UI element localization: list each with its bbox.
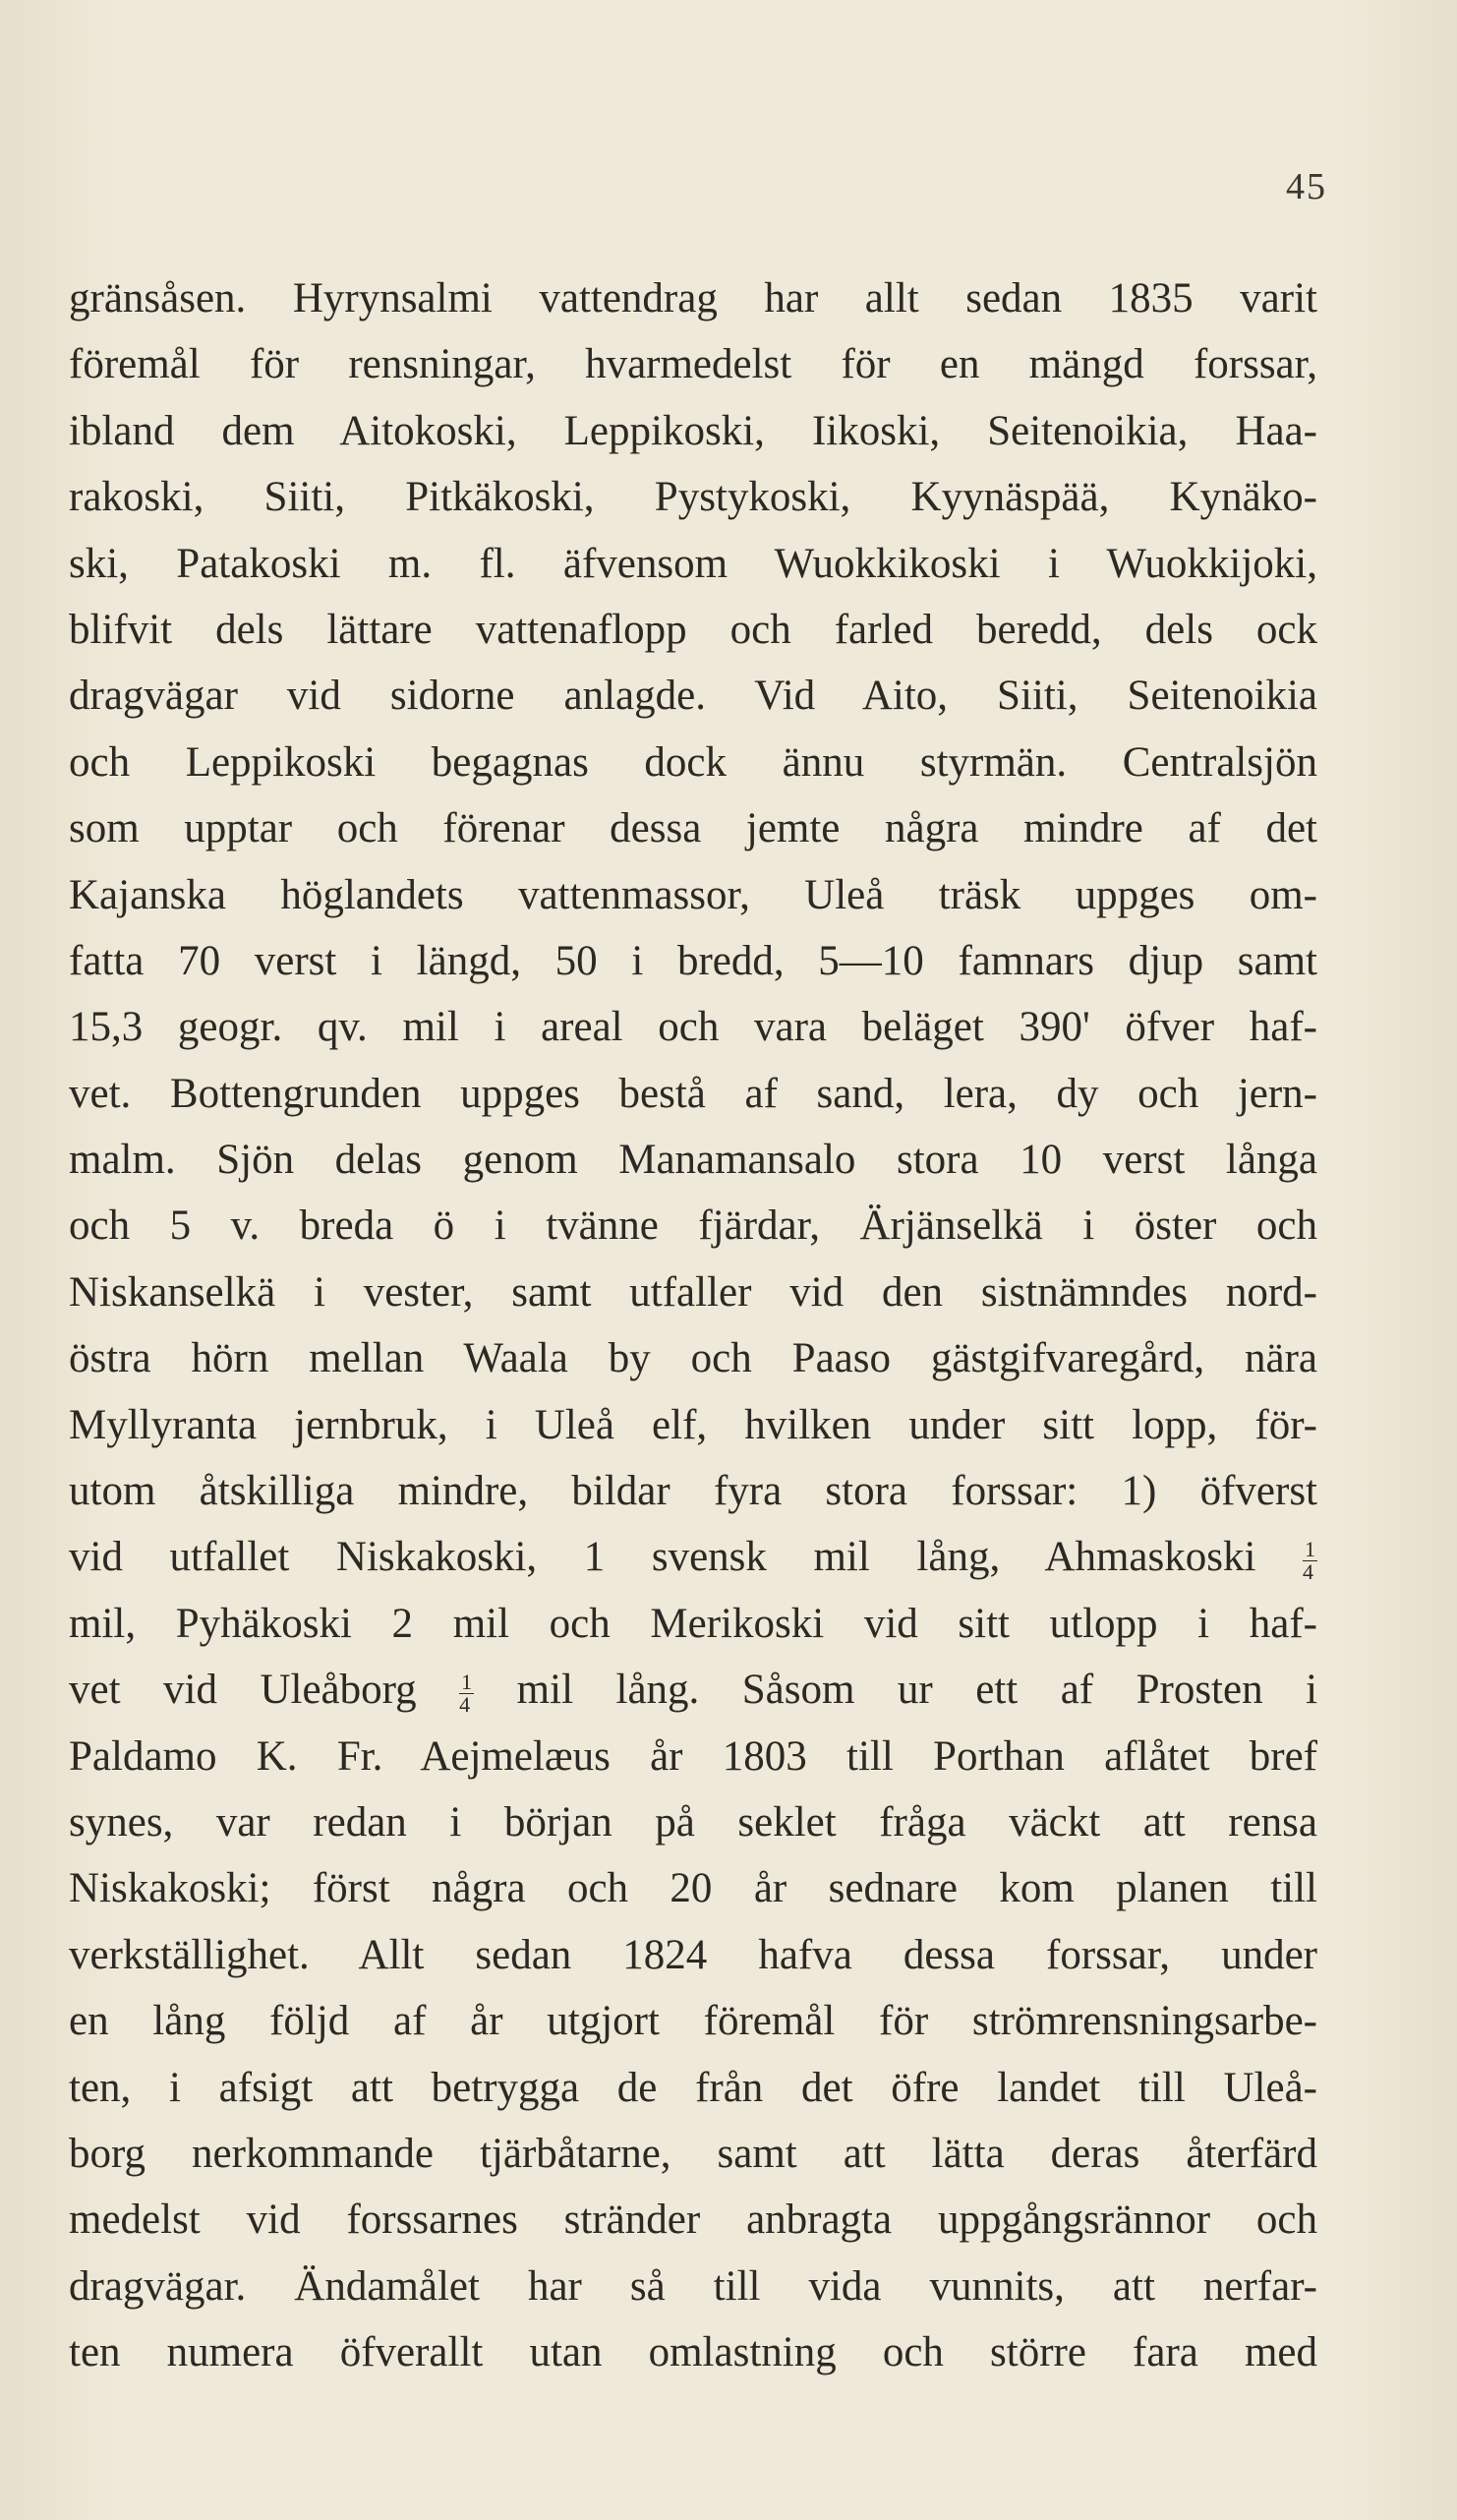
text-line: 15,3 geogr. qv. mil i areal och vara beläget 390' öfver haf-: [69, 1004, 1317, 1051]
text-line: malm. Sjön delas genom Manamansalo stora 10 verst långa: [69, 1137, 1317, 1184]
fraction-numerator: 1: [461, 1669, 473, 1694]
fraction-denominator: 4: [1303, 1559, 1313, 1585]
text-line: rakoski, Siiti, Pitkäkoski, Pystykoski, Kyynäspää, Kynäko-: [69, 474, 1317, 521]
text-line: ten, i afsigt att betrygga de från det öfre landet till Uleå-: [69, 2064, 1317, 2111]
text-line: östra hörn mellan Waala by och Paaso gästgifvaregård, nära: [69, 1335, 1317, 1382]
text-line: verkställighet. Allt sedan 1824 hafva dessa forssar, under: [69, 1931, 1317, 1978]
text-line: dragvägar vid sidorne anlagde. Vid Aito, Siiti, Seitenoikia: [69, 673, 1317, 720]
fraction-quarter: [1303, 1539, 1317, 1583]
text-line: och Leppikoski begagnas dock ännu styrmän. Centralsjön: [69, 738, 1317, 786]
text-line: som upptar och förenar dessa jemte några mindre af det: [69, 805, 1317, 852]
text-line: mil, Pyhäkoski 2 mil och Merikoski vid sitt utlopp i haf-: [69, 1600, 1317, 1647]
text-segment: vid utfallet Niskakoski, 1 svensk mil lång, Ahmaskoski: [69, 1534, 1256, 1581]
text-line: fatta 70 verst i längd, 50 i bredd, 5—10 famnars djup samt: [69, 937, 1317, 984]
text-line: medelst vid forssarnes stränder anbragta uppgångsrännor och: [69, 2197, 1317, 2244]
text-line: blifvit dels lättare vattenaflopp och farled beredd, dels ock: [69, 606, 1317, 653]
text-line: Niskakoski; först några och 20 år sednare kom planen till: [69, 1865, 1317, 1912]
text-line: en lång följd af år utgjort föremål för strömrensningsarbe-: [69, 1998, 1317, 2045]
text-line: ski, Patakoski m. fl. äfvensom Wuokkikoski i Wuokkijoki,: [69, 540, 1317, 587]
text-line: Niskanselkä i vester, samt utfaller vid den sistnämndes nord-: [69, 1268, 1317, 1316]
text-line: vet. Bottengrunden uppges bestå af sand, lera, dy och jern-: [69, 1070, 1317, 1117]
text-line-with-fraction: [69, 1524, 1317, 1590]
page-number: 45: [1286, 166, 1327, 207]
body-text: [69, 265, 1317, 2386]
text-line: Paldamo K. Fr. Aejmelæus år 1803 till Porthan aflåtet bref: [69, 1732, 1317, 1780]
fraction-denominator: 4: [459, 1691, 471, 1717]
text-segment: mil lång. Såsom ur ett af Prosten i: [516, 1667, 1318, 1714]
fraction-numerator: 1: [1305, 1537, 1315, 1562]
text-line: gränsåsen. Hyrynsalmi vattendrag har allt sedan 1835 varit: [69, 275, 1317, 322]
text-line: dragvägar. Ändamålet har så till vida vunnits, att nerfar-: [69, 2262, 1317, 2310]
text-line: ibland dem Aitokoski, Leppikoski, Iikoski, Seitenoikia, Haa-: [69, 407, 1317, 454]
text-segment: vet vid Uleåborg: [69, 1667, 417, 1714]
text-line: borg nerkommande tjärbåtarne, samt att lätta deras återfärd: [69, 2130, 1317, 2177]
text-line-with-fraction: [69, 1657, 1317, 1723]
text-line: ten numera öfverallt utan omlastning och större fara med: [69, 2329, 1317, 2376]
text-line: föremål för rensningar, hvarmedelst för en mängd forssar,: [69, 341, 1317, 388]
text-line: utom åtskilliga mindre, bildar fyra stora forssar: 1) öfverst: [69, 1468, 1317, 1515]
text-line: och 5 v. breda ö i tvänne fjärdar, Ärjänselkä i öster och: [69, 1202, 1317, 1250]
text-line: Myllyranta jernbruk, i Uleå elf, hvilken under sitt lopp, för-: [69, 1401, 1317, 1448]
text-line: Kajanska höglandets vattenmassor, Uleå träsk uppges om-: [69, 871, 1317, 918]
fraction-quarter: [459, 1671, 474, 1716]
text-line: synes, var redan i början på seklet fråga väckt att rensa: [69, 1798, 1317, 1846]
